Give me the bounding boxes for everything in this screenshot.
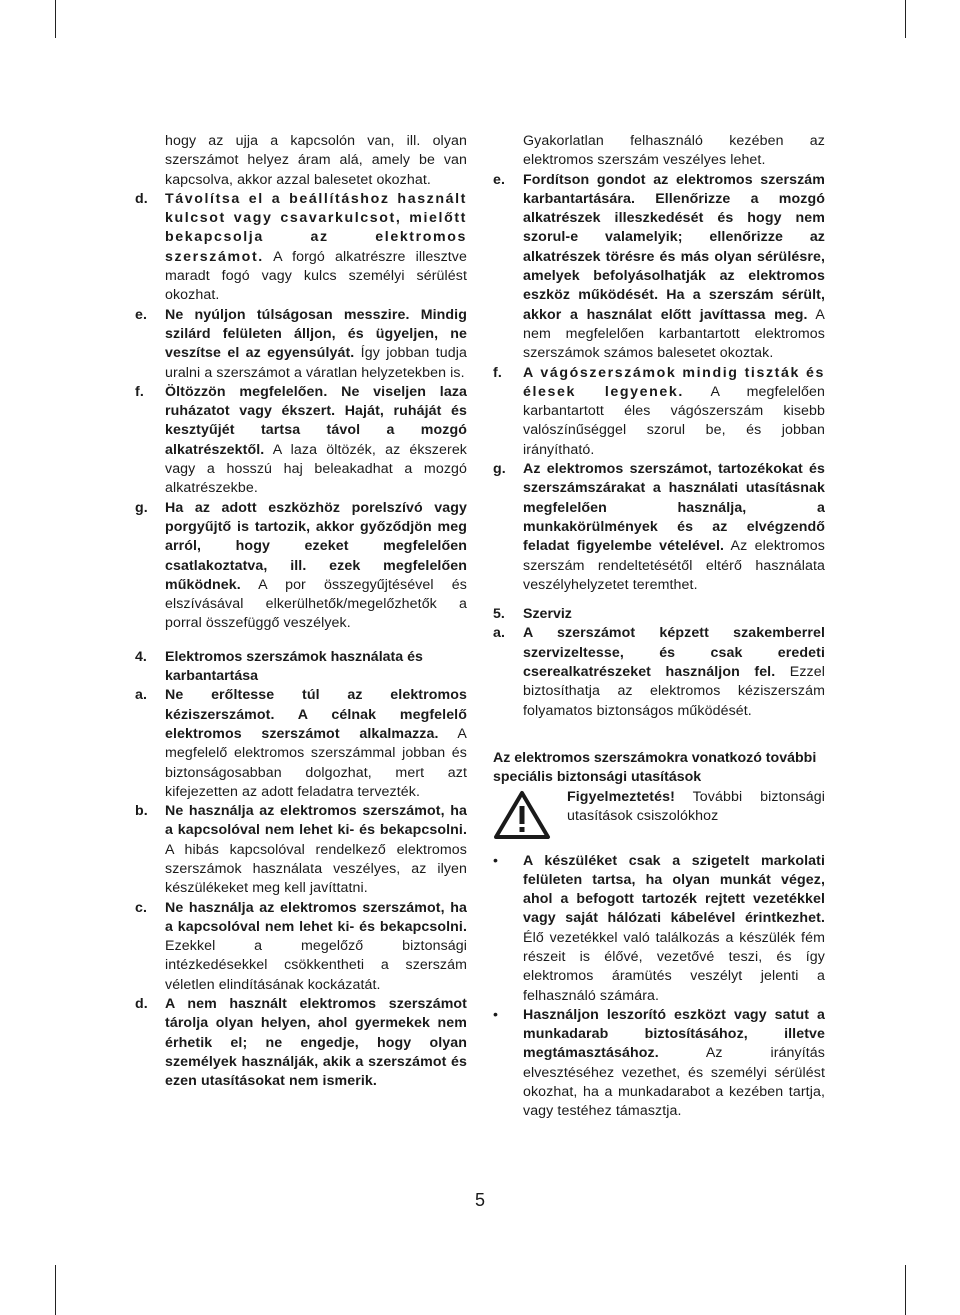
warning-title: Figyelmeztetés! bbox=[567, 788, 675, 805]
item-e bbox=[493, 171, 825, 364]
item-label: g. bbox=[493, 461, 506, 478]
item-text: A nem megfelelően karbantartott elektromos szerszámok számos balesetet okoztak. bbox=[523, 306, 825, 362]
intro-paragraph: Gyakorlatlan felhasználó kezében az elektromos szerszám veszélyes lehet. bbox=[523, 133, 825, 169]
item-f bbox=[135, 383, 467, 499]
item-text: A laza öltözék, az ékszerek vagy a hosszú haj beleakadhat a mozgó alkatrészekbe. bbox=[165, 441, 467, 497]
item-text: A forgó alkatrészre illesztve maradt fogó vagy kulcs személyi sérülést okozhat. bbox=[165, 248, 467, 304]
item-4c bbox=[135, 899, 467, 995]
warning-text: További biztonsági utasítások csiszolókhoz bbox=[567, 788, 825, 824]
item-bold-text: Ne használja az elektromos szerszámot, ha a kapcsolóval nem lehet ki- és bekapcsolni. bbox=[165, 899, 467, 935]
item-bold-text: Ne nyúljon túlságosan messzire. Mindig szilárd felületen álljon, és ügyeljen, ne veszítse el az egyensúlyát. bbox=[165, 306, 467, 362]
item-label: e. bbox=[135, 306, 148, 323]
bullet-item bbox=[493, 1006, 825, 1122]
crop-mark bbox=[905, 1265, 906, 1315]
item-bold-text: Ha az adott eszközhöz porelszívó vagy porgyűjtő is tartozik, akkor győződjön meg arról, hogy ezeket megfelelően csatlakoztatva, ill. ezek megfelelően működnek. bbox=[165, 499, 467, 593]
bullet-text: Az irányítás elvesztéséhez vezethet, és személyi sérülést okozhat, ha a munkadarabot a kezében tartja, vagy testéhez támasztja. bbox=[523, 1045, 825, 1120]
bullet-symbol: • bbox=[493, 852, 499, 869]
section-number: 4. bbox=[135, 648, 147, 665]
bullet-bold-text: A készüléket csak a szigetelt markolati felületen tartsa, ha olyan munkát végez, ahol a befogott tartozék rejtett vezetékkel vagy saját hálózati kábelével érintkezhet. bbox=[523, 852, 825, 927]
section-title: Szerviz bbox=[523, 606, 572, 623]
item-bold-text: Ne erőltesse túl az elektromos kéziszerszámot. A célnak megfelelő elektromos szerszámot alkalmazza. bbox=[165, 687, 467, 742]
item-label: a. bbox=[493, 625, 506, 642]
item-bold-text: Távolítsa el a beállításhoz használt kulcsot vagy csavarkulcsot, mielőtt bekapcsolja az elektromos szerszámot. bbox=[165, 190, 467, 265]
item-text: Ezzel biztosíthatja az elektromos kéziszerszám folyamatos biztonságos működését. bbox=[523, 664, 825, 719]
section-title: Elektromos szerszámok használata és karbantartása bbox=[165, 648, 423, 685]
item-label: c. bbox=[135, 899, 148, 916]
item-label: b. bbox=[135, 803, 148, 820]
left-column bbox=[135, 132, 467, 1092]
item-bold-text: Fordítson gondot az elektromos szerszám karbantartására. Ellenőrizze a mozgó alkatrészek illeszkedését és hogy nem szorul-e valamelyik; ellenőrizze az alkatrészek törésre és más olyan sérülésre, amelyek befolyásolhatják az elektromos eszköz működését. Ha a szerszám sérült, akkor a használat előtt javíttassa meg. bbox=[523, 171, 825, 323]
item-text: A megfelelő elektromos szerszámmal jobban és biztonságosabban dolgozhat, mert azt kifejezetten az adott feladatra tervezték. bbox=[165, 725, 467, 800]
item-label: a. bbox=[135, 687, 148, 704]
item-d bbox=[135, 190, 467, 306]
item-label: f. bbox=[493, 364, 502, 381]
bullet-item bbox=[493, 852, 825, 1006]
bullet-symbol: • bbox=[493, 1006, 499, 1023]
item-text: A megfelelően karbantartott éles vágószerszám kisebb valószínűséggel szorul be, és jobban irányítható. bbox=[523, 383, 825, 458]
item-bold-text: A vágószerszámok mindig tiszták és élesek legyenek. bbox=[523, 364, 825, 400]
item-label: f. bbox=[135, 383, 144, 400]
crop-mark bbox=[55, 0, 56, 38]
item-text: Az elektromos szerszám rendeltetésétől eltérő használata veszélyhelyzetet teremthet. bbox=[523, 538, 825, 593]
item-label: g. bbox=[135, 499, 148, 516]
item-bold-text: Ne használja az elektromos szerszámot, ha a kapcsolóval nem lehet ki- és bekapcsolni. bbox=[165, 803, 467, 839]
right-column bbox=[493, 132, 825, 1122]
item-4a bbox=[135, 686, 467, 802]
item-g bbox=[493, 460, 825, 595]
page-number: 5 bbox=[474, 1190, 485, 1210]
bullet-text: Élő vezetékkel való találkozás a készülék fém részeit is élővé, vezetővé teszi, és így elektromos áramütés veszélyt jelenti a felhasználó számára. bbox=[523, 929, 825, 1004]
special-instructions-heading: Az elektromos szerszámokra vonatkozó további speciális biztonsági utasítások bbox=[493, 749, 817, 786]
section-5-heading bbox=[493, 605, 825, 624]
bullet-bold-text: Használjon leszorító eszközt vagy satut a munkadarab biztosításához, illetve megtámasztásához. bbox=[523, 1006, 825, 1062]
item-text: Ezekkel a megelőző biztonsági intézkedésekkel csökkentheti a szerszám véletlen elindításának kockázatát. bbox=[165, 938, 467, 993]
warning-block bbox=[493, 788, 825, 838]
intro-paragraph: hogy az ujja a kapcsolón van, ill. olyan szerszámot helyez áram alá, amely be van kapcsolva, akkor azzal balesetet okozhat. bbox=[165, 133, 467, 188]
item-e bbox=[135, 306, 467, 383]
crop-mark bbox=[55, 1265, 56, 1315]
item-4b bbox=[135, 802, 467, 898]
warning-triangle-icon bbox=[493, 790, 551, 840]
item-text: A por összegyűjtésével és elszívásával elkerülhetők/megelőzhetők a porral összefüggő veszélyek. bbox=[165, 576, 467, 632]
item-text: Így jobban tudja uralni a szerszámot a váratlan helyzetekben is. bbox=[165, 345, 468, 381]
item-bold-text: A nem használt elektromos szerszámot tárolja olyan helyen, ahol gyermekek nem érhetik el; ne engedje, hogy olyan személyek használják, akik a szerszámot és ezen utasításokat nem ismerik. bbox=[165, 996, 467, 1090]
item-f bbox=[493, 364, 825, 460]
section-4-heading bbox=[135, 648, 467, 687]
item-bold-text: Öltözzön megfelelően. Ne viseljen laza ruházatot vagy ékszert. Haját, ruháját és kesztyűjét tartsa távol a mozgó alkatrészektől. bbox=[165, 383, 467, 458]
section-number: 5. bbox=[493, 606, 505, 623]
item-label: d. bbox=[135, 190, 148, 207]
item-4d bbox=[135, 995, 467, 1091]
item-label: e. bbox=[493, 171, 506, 188]
item-bold-text: Az elektromos szerszámot, tartozékokat és szerszámszárakat a használati utasításnak megfelelően használja, a munkakörülmények és az elvégzendő feladat figyelembe vételével. bbox=[523, 461, 825, 555]
item-g bbox=[135, 499, 467, 634]
crop-mark bbox=[905, 0, 906, 38]
item-label: d. bbox=[135, 996, 148, 1013]
item-text: A hibás kapcsolóval rendelkező elektromos szerszámok használata veszélyes, az ilyen készülékeket meg kell javíttatni. bbox=[165, 841, 467, 897]
item-bold-text: A szerszámot képzett szakemberrel szervizeltesse, és csak eredeti cserealkatrészeket használjon fel. bbox=[523, 625, 825, 681]
item-5a bbox=[493, 624, 825, 720]
